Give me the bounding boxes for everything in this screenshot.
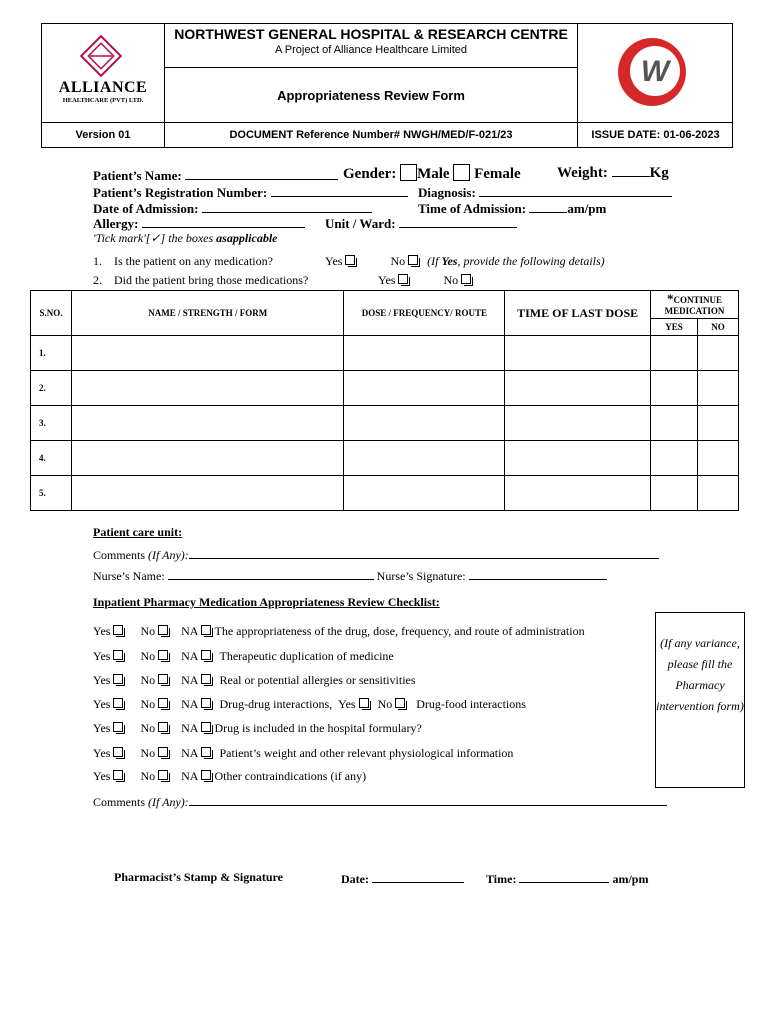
female-label: Female [474,166,521,182]
food-no-checkbox[interactable] [395,698,405,708]
dose-cell[interactable] [344,406,505,441]
no-label: No [140,649,156,663]
variance-note-text: (If any variance, please fill the Pharmacy intervention form) [656,636,744,713]
no-label: No [140,769,156,783]
no-label: No [140,697,156,711]
header-sno: S.NO. [31,291,72,336]
footer-ampm: am/pm [612,872,649,886]
yes-cell[interactable] [651,476,698,511]
no-cell[interactable] [697,371,738,406]
registration-label: Patient’s Registration Number: [93,185,268,200]
checklist-item [93,697,526,712]
question-1 [93,254,273,269]
alliance-logo [42,24,164,122]
yes-label: Yes [93,649,111,663]
checklist-item-text: Real or potential allergies or sensitivities [219,673,416,687]
patient-name-row [93,167,338,184]
yes-checkbox[interactable] [113,722,123,732]
na-label: NA [181,649,199,663]
q1-no-checkbox[interactable] [408,255,418,265]
allergy-label: Allergy: [93,216,139,231]
checklist-item [93,673,416,688]
allergy-field[interactable] [142,215,305,228]
food-interaction-text: Drug-food interactions [416,697,526,711]
na-checkbox[interactable] [201,770,211,780]
registration-field[interactable] [271,184,408,197]
q2-yes-checkbox[interactable] [398,274,408,284]
question-1-text: Is the patient on any medication? [114,254,273,268]
q1-yes-label: Yes [325,254,343,268]
header-time-last-dose: TIME OF LAST DOSE [505,291,651,336]
care-comments-label: Comments [93,548,149,562]
table-row-number: 5. [31,476,72,511]
care-comments-ifany: (If Any): [148,548,189,562]
tick-note-bold: asapplicable [216,231,278,245]
variance-note-box [655,612,745,788]
female-checkbox[interactable] [453,164,470,181]
document-header [41,23,733,148]
na-checkbox[interactable] [201,625,211,635]
unit-field[interactable] [399,215,517,228]
weight-row [557,164,669,182]
q1-note-a: (If [427,254,442,268]
no-cell[interactable] [697,336,738,371]
checklist-item-text: Patient’s weight and other relevant physiological information [219,746,514,760]
alliance-logo-text: ALLIANCE [58,79,148,96]
hospital-name: NORTHWEST GENERAL HOSPITAL & RESEARCH CENTRE [174,26,568,42]
checklist-item-text: Therapeutic duplication of medicine [219,649,394,663]
header-dose: DOSE / FREQUENCY/ ROUTE [344,291,505,336]
no-label: No [140,673,156,687]
medication-table [30,290,739,511]
tick-note [93,231,278,246]
checklist-comments-label: Comments [93,795,149,809]
na-label: NA [181,721,199,735]
no-cell[interactable] [697,406,738,441]
header-continue [651,291,739,319]
checklist-item [93,649,394,664]
nurse-name-field[interactable] [168,567,374,580]
yes-checkbox[interactable] [113,674,123,684]
no-checkbox[interactable] [158,625,168,635]
footer-time-label: Time: [486,872,517,886]
yes-checkbox[interactable] [113,650,123,660]
name-cell[interactable] [71,406,344,441]
nwgh-logo [578,24,733,122]
na-label: NA [181,746,199,760]
q1-yes-checkbox[interactable] [345,255,355,265]
q1-note-b: Yes [441,254,458,268]
hospital-subtitle: A Project of Alliance Healthcare Limited [275,44,467,56]
weight-label: Weight: [557,165,608,181]
footer-date-row [341,870,464,887]
dose-cell[interactable] [344,336,505,371]
nwgh-logo-letter: W [640,55,670,88]
yes-checkbox[interactable] [113,698,123,708]
alliance-logo-subtext: HEALTHCARE (PVT) LTD. [62,97,144,104]
no-checkbox[interactable] [158,770,168,780]
checklist-item [93,746,513,761]
table-row-number: 2. [31,371,72,406]
diagnosis-label: Diagnosis: [418,185,476,200]
nwgh-logo-icon [578,24,733,122]
care-comments-field[interactable] [189,546,659,559]
food-yes-checkbox[interactable] [359,698,369,708]
time-cell[interactable] [505,371,651,406]
allergy-row [93,215,305,232]
no-checkbox[interactable] [158,747,168,757]
na-checkbox[interactable] [201,674,211,684]
no-cell[interactable] [697,476,738,511]
table-row-number: 3. [31,406,72,441]
yes-checkbox[interactable] [113,747,123,757]
weight-unit: Kg [649,165,669,181]
na-checkbox[interactable] [201,747,211,757]
checklist-title: Inpatient Pharmacy Medication Appropriateness Review Checklist: [93,595,440,609]
na-checkbox[interactable] [201,650,211,660]
name-cell[interactable] [71,441,344,476]
na-label: NA [181,673,199,687]
footer-time-row [486,870,648,887]
unit-row [325,215,517,232]
yes-cell[interactable] [651,441,698,476]
nurse-signature-label: Nurse’s Signature: [376,569,466,583]
question-2 [93,273,308,288]
admission-date-label: Date of Admission: [93,201,199,216]
q1-note-c: , provide the following details) [457,254,605,268]
question-1-number: 1. [93,254,102,268]
footer-date-label: Date: [341,872,369,886]
patient-name-field[interactable] [185,167,338,180]
checklist-item [93,624,585,639]
checklist-comments-ifany: (If Any): [148,795,189,809]
nurse-row [93,567,607,584]
q2-yes-label: Yes [378,273,396,287]
dose-cell[interactable] [344,476,505,511]
checklist-item-text: Other contraindications (if any) [214,769,367,783]
admission-time-label: Time of Admission: [418,201,527,216]
table-row-number: 4. [31,441,72,476]
name-cell[interactable] [71,336,344,371]
unit-label: Unit / Ward: [325,216,396,231]
no-label: No [140,746,156,760]
form-title: Appropriateness Review Form [277,88,465,103]
header-continue-star: * [666,290,674,306]
document-reference: DOCUMENT Reference Number# NWGH/MED/F-021/23 [229,129,513,141]
male-checkbox[interactable] [400,164,417,181]
gender-row [343,164,521,183]
no-checkbox[interactable] [158,698,168,708]
no-checkbox[interactable] [158,650,168,660]
no-label: No [140,624,156,638]
time-cell[interactable] [505,336,651,371]
admission-ampm: am/pm [567,201,607,216]
food-no-label: No [377,697,393,711]
checklist-comments-row [93,793,667,810]
checklist-item-text: Drug is included in the hospital formulary? [214,721,422,735]
na-label: NA [181,697,199,711]
dose-cell[interactable] [344,371,505,406]
no-label: No [140,721,156,735]
care-unit-title: Patient care unit: [93,525,183,539]
name-cell[interactable] [71,371,344,406]
yes-checkbox[interactable] [113,770,123,780]
q1-no-label: No [390,254,406,268]
checklist-item [93,721,422,736]
header-no: NO [697,319,738,336]
version-label: Version 01 [75,129,131,141]
diagnosis-row [418,184,672,201]
question-1-options [325,254,605,269]
checklist-item-text: Drug-drug interactions, [219,697,333,711]
yes-cell[interactable] [651,406,698,441]
checklist-item-text: The appropriateness of the drug, dose, frequency, and route of administration [214,624,585,638]
yes-label: Yes [93,721,111,735]
time-cell[interactable] [505,406,651,441]
q2-no-label: No [443,273,459,287]
yes-checkbox[interactable] [113,625,123,635]
weight-field[interactable] [612,164,650,177]
issue-date: ISSUE DATE: 01-06-2023 [591,129,720,141]
question-2-number: 2. [93,273,102,287]
name-cell[interactable] [71,476,344,511]
no-checkbox[interactable] [158,674,168,684]
yes-label: Yes [93,697,111,711]
no-checkbox[interactable] [158,722,168,732]
footer-time-field[interactable] [519,870,609,883]
header-continue-label: CONTINUE MEDICATION [664,294,725,316]
na-checkbox[interactable] [201,698,211,708]
yes-label: Yes [93,746,111,760]
time-cell[interactable] [505,476,651,511]
question-2-text: Did the patient bring those medications? [114,273,309,287]
table-row-number: 1. [31,336,72,371]
no-cell[interactable] [697,441,738,476]
yes-label: Yes [93,769,111,783]
nurse-name-label: Nurse’s Name: [93,569,165,583]
diagnosis-field[interactable] [479,184,672,197]
yes-cell[interactable] [651,336,698,371]
checklist-comments-field[interactable] [189,793,667,806]
yes-cell[interactable] [651,371,698,406]
care-unit-comments-row [93,546,659,563]
male-label: Male [417,166,450,182]
checklist-item [93,769,366,784]
registration-row [93,184,408,201]
q2-no-checkbox[interactable] [461,274,471,284]
yes-label: Yes [93,624,111,638]
yes-label: Yes [93,673,111,687]
na-label: NA [181,624,199,638]
nurse-signature-field[interactable] [469,567,607,580]
food-yes-label: Yes [338,697,356,711]
admission-date-field[interactable] [202,200,372,213]
question-2-options [378,273,471,288]
header-name: NAME / STRENGTH / FORM [71,291,344,336]
gender-label: Gender: [343,166,397,182]
pharmacist-stamp-label: Pharmacist’s Stamp & Signature [114,870,283,884]
admission-time-field[interactable] [529,200,567,213]
time-cell[interactable] [505,441,651,476]
patient-name-label: Patient’s Name: [93,168,182,183]
na-checkbox[interactable] [201,722,211,732]
tick-note-text: 'Tick mark'[✓] the boxes [93,231,217,245]
footer-date-field[interactable] [372,870,464,883]
header-yes: YES [651,319,698,336]
dose-cell[interactable] [344,441,505,476]
na-label: NA [181,769,199,783]
